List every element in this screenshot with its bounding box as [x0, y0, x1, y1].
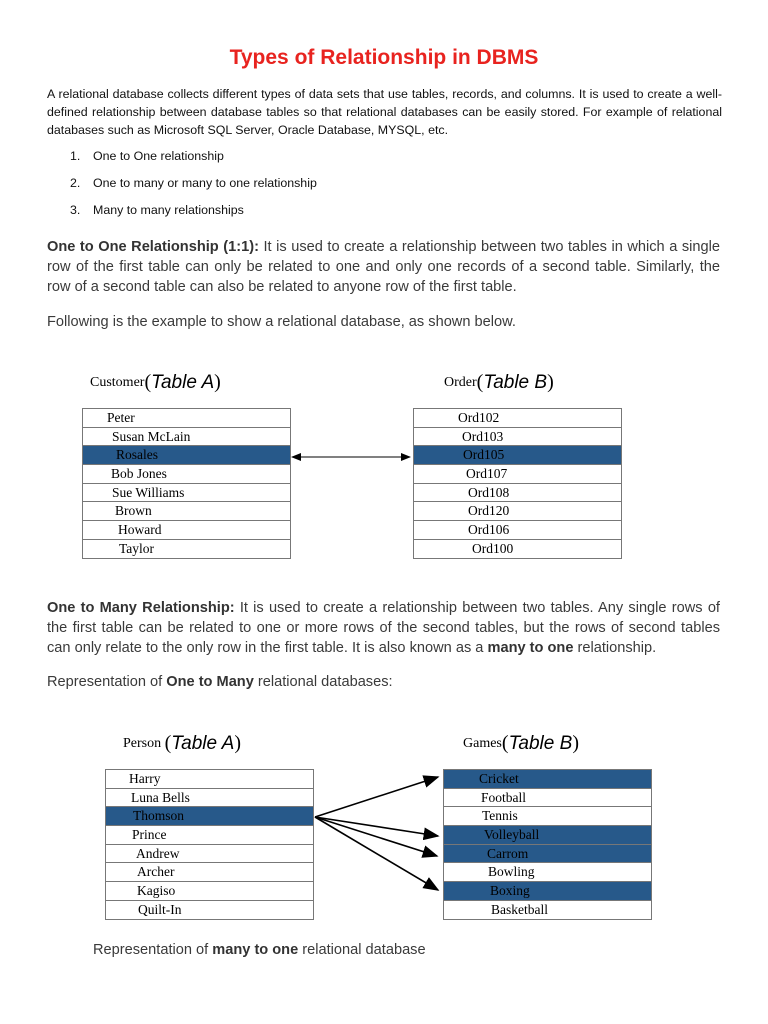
intro-paragraph: A relational database collects different types of data sets that use tables, records, and columns. It is used to create a well-defined relationship between database tables so that relational databases can be easily stored. For example of relational databases such as Microsoft SQL Server, Oracle Database, MYSQL, etc. [47, 87, 722, 137]
one-to-many-arrow-carrom [315, 817, 437, 856]
table-row: Football [444, 789, 651, 808]
table-row: Howard [83, 521, 290, 540]
table-row: Ord102 [414, 409, 621, 428]
table-row: Carrom [444, 845, 651, 864]
table-tag: Table A [151, 372, 215, 393]
caption-bold: many to one [212, 942, 299, 958]
table-row: Bowling [444, 863, 651, 882]
table-name: Customer [90, 375, 145, 390]
table-row: Ord105 [414, 446, 621, 465]
one-to-many-heading: One to Many Relationship: [47, 600, 235, 616]
table-row: Ord106 [414, 521, 621, 540]
table-row: Kagiso [106, 882, 313, 901]
table-row: Tennis [444, 807, 651, 826]
list-number: 3. [70, 203, 81, 217]
table-tag: Table B [508, 733, 573, 754]
table-row: Volleyball [444, 826, 651, 845]
page-title: Types of Relationship in DBMS [229, 46, 539, 69]
table-tag: Table B [483, 372, 548, 393]
caption-pre: Representation of [47, 674, 167, 690]
one-to-many-arrow-volleyball [315, 817, 438, 836]
table-row: Quilt-In [106, 901, 313, 920]
caption-bold: One to Many [166, 674, 254, 690]
customer-table-label: Customer(Table A) [90, 371, 221, 393]
table-row: Harry [106, 770, 313, 789]
table-row: Andrew [106, 845, 313, 864]
table-row: Luna Bells [106, 789, 313, 808]
caption-post: relational databases: [253, 674, 393, 690]
person-table-label: Person (Table A) [123, 732, 241, 754]
list-label: One to many or many to one relationship [93, 176, 317, 190]
table-name: Games [463, 736, 502, 751]
table-row: Brown [83, 502, 290, 521]
table-row: Ord100 [414, 540, 621, 559]
one-to-many-text-end: relationship. [573, 640, 657, 656]
caption-pre: Representation of [93, 942, 213, 958]
table-name: Person [123, 736, 162, 751]
table-name: Order [444, 375, 477, 390]
table-row: Ord120 [414, 502, 621, 521]
list-label: Many to many relationships [93, 203, 244, 217]
table-row: Bob Jones [83, 465, 290, 484]
games-table-label: Games(Table B) [463, 732, 579, 754]
table-row: Thomson [106, 807, 313, 826]
one-to-many-text: It is used to create a relationship between two tables. Any single rows of the first table can be related to one or more rows of the second tables, but the rows of second tables can only relate to the only row in the first table. It is also known as a [47, 600, 720, 656]
table-row: Prince [106, 826, 313, 845]
table-row: Ord107 [414, 465, 621, 484]
table-row: Susan McLain [83, 428, 290, 447]
table-row: Taylor [83, 540, 290, 559]
caption-post: relational database [298, 942, 426, 958]
list-number: 1. [70, 149, 81, 163]
order-table-label: Order(Table B) [444, 371, 554, 393]
list-label: One to One relationship [93, 149, 224, 163]
one-to-many-arrow-boxing [315, 817, 438, 890]
many-to-one-term: many to one [487, 640, 574, 656]
table-row: Ord108 [414, 484, 621, 503]
one-to-one-text: It is used to create a relationship between two tables in which a single row of the first table can only be related to one and only one records of a second table. Similarly, the row of a second table can also be related to anyone row of the first table. [47, 239, 720, 295]
table-row: Sue Williams [83, 484, 290, 503]
table-row: Archer [106, 863, 313, 882]
many-to-one-caption [93, 942, 426, 958]
table-row: Peter [83, 409, 290, 428]
list-number: 2. [70, 176, 81, 190]
one-to-one-caption: Following is the example to show a relational database, as shown below. [47, 314, 516, 330]
table-row: Cricket [444, 770, 651, 789]
table-tag: Table A [171, 733, 235, 754]
one-to-many-arrow-cricket [315, 777, 438, 817]
table-row: Ord103 [414, 428, 621, 447]
table-row: Boxing [444, 882, 651, 901]
table-row: Rosales [83, 446, 290, 465]
one-to-one-heading: One to One Relationship (1:1): [47, 239, 259, 255]
table-row: Basketball [444, 901, 651, 920]
